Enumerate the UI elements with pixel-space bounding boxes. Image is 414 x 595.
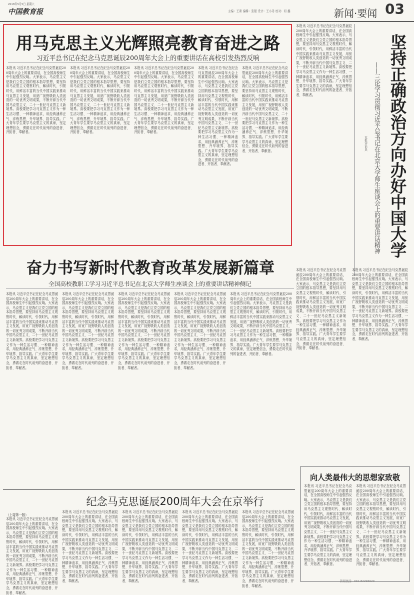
lead-column-4: 本报讯 习近平总书记在纪念马克思诞辰200周年大会上的重要讲话，在全国高校师生中引起强烈反响。大家表示，马克思主义是我们立党立国的根本指导思想，要坚持用马克思主义观察时代、解读时代、引领时代，用鲜活丰富的当代中国实践来推动马克思主义发展，用宽广视野吸收人类创造的一切优秀文明成果，不断开辟当代中国马克思主义、二十一世纪马克思主义新境界。高校要把学习马克思主义作为一种生活习惯、一种精神追求，用经典涵养正气、淬炼思想、升华境界、指导实践。广大青年学生要学马克思主义的真谛，坚定理想信念，勇做走在时代前列的奋进者、开拓者、奉献者。 xyxy=(198,66,238,167)
right-box-headline: 向人类最伟大的思想家致敬 xyxy=(310,473,400,482)
section-label: 新闻·要闻 xyxy=(334,9,378,20)
masthead-rule xyxy=(0,21,414,22)
bottom-column-3: 本报讯 习近平总书记在纪念马克思诞辰200周年大会上的重要讲话，在全国高校师生中引起强烈反响。大家表示，马克思主义是我们立党立国的根本指导思想，要坚持用马克思主义观察时代、解读时代、引领时代，用鲜活丰富的当代中国实践来推动马克思主义发展，用宽广视野吸收人类创造的一切优秀文明成果，不断开辟当代中国马克思主义、二十一世纪马克思主义新境界。高校要把学习马克思主义作为一种生活习惯、一种精神追求，用经典涵养正气、淬炼思想、升华境界、指导实践。广大青年学生要学马克思主义的真谛，坚定理想信念，勇做走在时代前列的奋进者、开拓者、奉献者。 xyxy=(122,510,178,583)
bottom-kicker: （上接第一版） xyxy=(6,513,29,517)
footer-note: 新闻热线：010-82296620 xyxy=(340,579,375,583)
second-rule xyxy=(6,288,294,289)
page-number: 03 xyxy=(385,2,405,18)
side-byline: 本报评论员 xyxy=(364,136,368,151)
right-box-body-2: 本报讯 习近平总书记在纪念马克思诞辰200周年大会上的重要讲话，在全国高校师生中引起强烈反响。大家表示，马克思主义是我们立党立国的根本指导思想，要坚持用马克思主义观察时代、解读时代、引领时代，用鲜活丰富的当代中国实践来推动马克思主义发展，用宽广视野吸收人类创造的一切优秀文明成果，不断开辟当代中国马克思主义、二十一世纪马克思主义新境界。高校要把学习马克思主义作为一种生活习惯、一种精神追求，用经典涵养正气、淬炼思想、升华境界、指导实践。广大青年学生要学马克思主义的真谛，坚定理想信念，勇做走在时代前列的奋进者、开拓者、奉献者。 xyxy=(356,484,406,567)
lead-subhead: 习近平总书记在纪念马克思诞辰200周年大会上的重要讲话在高校引发热烈反响 xyxy=(36,54,260,62)
right-column-1: 本报讯 习近平总书记在纪念马克思诞辰200周年大会上的重要讲话，在全国高校师生中引起强烈反响。大家表示，马克思主义是我们立党立国的根本指导思想，要坚持用马克思主义观察时代、解读时代、引领时代，用鲜活丰富的当代中国实践来推动马克思主义发展，用宽广视野吸收人类创造的一切优秀文明成果，不断开辟当代中国马克思主义、二十一世纪马克思主义新境界。高校要把学习马克思主义作为一种生活习惯、一种精神追求，用经典涵养正气、淬炼思想、升华境界、指导实践。广大青年学生要学马克思主义的真谛，坚定理想信念，勇做走在时代前列的奋进者、开拓者、奉献者。 xyxy=(296,268,346,351)
second-column-2: 本报讯 习近平总书记在纪念马克思诞辰200周年大会上的重要讲话，在全国高校师生中引起强烈反响。大家表示，马克思主义是我们立党立国的根本指导思想，要坚持用马克思主义观察时代、解读时代、引领时代，用鲜活丰富的当代中国实践来推动马克思主义发展，用宽广视野吸收人类创造的一切优秀文明成果，不断开辟当代中国马克思主义、二十一世纪马克思主义新境界。高校要把学习马克思主义作为一种生活习惯、一种精神追求，用经典涵养正气、淬炼思想、升华境界、指导实践。广大青年学生要学马克思主义的真谛，坚定理想信念，勇做走在时代前列的奋进者、开拓者、奉献者。 xyxy=(62,292,115,370)
second-headline: 奋力书写新时代教育改革发展新篇章 xyxy=(26,259,275,277)
issue-date: 2018年5月5日 星期六 xyxy=(8,3,35,6)
bottom-headline: 纪念马克思诞辰200周年大会在京举行 xyxy=(86,496,264,508)
bottom-column-4: 本报讯 习近平总书记在纪念马克思诞辰200周年大会上的重要讲话，在全国高校师生中引起强烈反响。大家表示，马克思主义是我们立党立国的根本指导思想，要坚持用马克思主义观察时代、解读时代、引领时代，用鲜活丰富的当代中国实践来推动马克思主义发展，用宽广视野吸收人类创造的一切优秀文明成果，不断开辟当代中国马克思主义、二十一世纪马克思主义新境界。高校要把学习马克思主义作为一种生活习惯、一种精神追求，用经典涵养正气、淬炼思想、升华境界、指导实践。广大青年学生要学马克思主义的真谛，坚定理想信念，勇做走在时代前列的奋进者、开拓者、奉献者。 xyxy=(182,510,238,583)
lead-column-2: 本报讯 习近平总书记在纪念马克思诞辰200周年大会上的重要讲话，在全国高校师生中引起强烈反响。大家表示，马克思主义是我们立党立国的根本指导思想，要坚持用马克思主义观察时代、解读时代、引领时代，用鲜活丰富的当代中国实践来推动马克思主义发展，用宽广视野吸收人类创造的一切优秀文明成果，不断开辟当代中国马克思主义、二十一世纪马克思主义新境界。高校要把学习马克思主义作为一种生活习惯、一种精神追求，用经典涵养正气、淬炼思想、升华境界、指导实践。广大青年学生要学马克思主义的真谛，坚定理想信念，勇做走在时代前列的奋进者、开拓者、奉献者。 xyxy=(70,66,130,135)
side-column-1: 本报讯 习近平总书记在纪念马克思诞辰200周年大会上的重要讲话，在全国高校师生中引起强烈反响。大家表示，马克思主义是我们立党立国的根本指导思想，要坚持用马克思主义观察时代、解读时代、引领时代，用鲜活丰富的当代中国实践来推动马克思主义发展，用宽广视野吸收人类创造的一切优秀文明成果，不断开辟当代中国马克思主义、二十一世纪马克思主义新境界。高校要把学习马克思主义作为一种生活习惯、一种精神追求，用经典涵养正气、淬炼思想、升华境界、指导实践。广大青年学生要学马克思主义的真谛，坚定理想信念，勇做走在时代前列的奋进者、开拓者、奉献者。 xyxy=(296,24,352,97)
bottom-column-2: 本报讯 习近平总书记在纪念马克思诞辰200周年大会上的重要讲话，在全国高校师生中引起强烈反响。大家表示，马克思主义是我们立党立国的根本指导思想，要坚持用马克思主义观察时代、解读时代、引领时代，用鲜活丰富的当代中国实践来推动马克思主义发展，用宽广视野吸收人类创造的一切优秀文明成果，不断开辟当代中国马克思主义、二十一世纪马克思主义新境界。高校要把学习马克思主义作为一种生活习惯、一种精神追求，用经典涵养正气、淬炼思想、升华境界、指导实践。广大青年学生要学马克思主义的真谛，坚定理想信念，勇做走在时代前列的奋进者、开拓者、奉献者。 xyxy=(62,510,118,583)
right-box-body-1: 本报讯 习近平总书记在纪念马克思诞辰200周年大会上的重要讲话，在全国高校师生中引起强烈反响。大家表示，马克思主义是我们立党立国的根本指导思想，要坚持用马克思主义观察时代、解读时代、引领时代，用鲜活丰富的当代中国实践来推动马克思主义发展，用宽广视野吸收人类创造的一切优秀文明成果，不断开辟当代中国马克思主义、二十一世纪马克思主义新境界。高校要把学习马克思主义作为一种生活习惯、一种精神追求，用经典涵养正气、淬炼思想、升华境界、指导实践。广大青年学生要学马克思主义的真谛，坚定理想信念，勇做走在时代前列的奋进者、开拓者、奉献者。 xyxy=(304,484,352,567)
side-headline: 坚持正确政治方向办好中国大学 xyxy=(388,34,407,258)
masthead xyxy=(0,0,414,20)
second-subhead: 全国高校教职工学习习近平总书记在北京大学师生座谈会上的重要讲话精神侧记 xyxy=(48,282,252,288)
bottom-rule xyxy=(3,489,295,490)
lead-rule xyxy=(8,62,286,63)
editor-credits: 主编：王新 编辑：张强 设计：王小丹 校对：何 鑫 xyxy=(228,9,291,13)
lead-headline: 用马克思主义光辉照亮教育奋进之路 xyxy=(16,34,280,53)
second-column-3: 本报讯 习近平总书记在纪念马克思诞辰200周年大会上的重要讲话，在全国高校师生中引起强烈反响。大家表示，马克思主义是我们立党立国的根本指导思想，要坚持用马克思主义观察时代、解读时代、引领时代，用鲜活丰富的当代中国实践来推动马克思主义发展，用宽广视野吸收人类创造的一切优秀文明成果，不断开辟当代中国马克思主义、二十一世纪马克思主义新境界。高校要把学习马克思主义作为一种生活习惯、一种精神追求，用经典涵养正气、淬炼思想、升华境界、指导实践。广大青年学生要学马克思主义的真谛，坚定理想信念，勇做走在时代前列的奋进者、开拓者、奉献者。 xyxy=(118,292,171,370)
second-column-1: 本报讯 习近平总书记在纪念马克思诞辰200周年大会上的重要讲话，在全国高校师生中引起强烈反响。大家表示，马克思主义是我们立党立国的根本指导思想，要坚持用马克思主义观察时代、解读时代、引领时代，用鲜活丰富的当代中国实践来推动马克思主义发展，用宽广视野吸收人类创造的一切优秀文明成果，不断开辟当代中国马克思主义、二十一世纪马克思主义新境界。高校要把学习马克思主义作为一种生活习惯、一种精神追求，用经典涵养正气、淬炼思想、升华境界、指导实践。广大青年学生要学马克思主义的真谛，坚定理想信念，勇做走在时代前列的奋进者、开拓者、奉献者。 xyxy=(6,292,59,370)
lead-column-5: 本报讯 习近平总书记在纪念马克思诞辰200周年大会上的重要讲话，在全国高校师生中引起强烈反响。大家表示，马克思主义是我们立党立国的根本指导思想，要坚持用马克思主义观察时代、解读时代、引领时代，用鲜活丰富的当代中国实践来推动马克思主义发展，用宽广视野吸收人类创造的一切优秀文明成果，不断开辟当代中国马克思主义、二十一世纪马克思主义新境界。高校要把学习马克思主义作为一种生活习惯、一种精神追求，用经典涵养正气、淬炼思想、升华境界、指导实践。广大青年学生要学马克思主义的真谛，坚定理想信念，勇做走在时代前列的奋进者、开拓者、奉献者。 xyxy=(242,66,288,153)
lead-column-1: 本报讯 习近平总书记在纪念马克思诞辰200周年大会上的重要讲话，在全国高校师生中引起强烈反响。大家表示，马克思主义是我们立党立国的根本指导思想，要坚持用马克思主义观察时代、解读时代、引领时代，用鲜活丰富的当代中国实践来推动马克思主义发展，用宽广视野吸收人类创造的一切优秀文明成果，不断开辟当代中国马克思主义、二十一世纪马克思主义新境界。高校要把学习马克思主义作为一种生活习惯、一种精神追求，用经典涵养正气、淬炼思想、升华境界、指导实践。广大青年学生要学马克思主义的真谛，坚定理想信念，勇做走在时代前列的奋进者、开拓者、奉献者。 xyxy=(6,66,66,135)
lead-column-3: 本报讯 习近平总书记在纪念马克思诞辰200周年大会上的重要讲话，在全国高校师生中引起强烈反响。大家表示，马克思主义是我们立党立国的根本指导思想，要坚持用马克思主义观察时代、解读时代、引领时代，用鲜活丰富的当代中国实践来推动马克思主义发展，用宽广视野吸收人类创造的一切优秀文明成果，不断开辟当代中国马克思主义、二十一世纪马克思主义新境界。高校要把学习马克思主义作为一种生活习惯、一种精神追求，用经典涵养正气、淬炼思想、升华境界、指导实践。广大青年学生要学马克思主义的真谛，坚定理想信念，勇做走在时代前列的奋进者、开拓者、奉献者。 xyxy=(134,66,194,135)
side-divider xyxy=(354,24,355,276)
bottom-column-1: 本报讯 习近平总书记在纪念马克思诞辰200周年大会上的重要讲话，在全国高校师生中引起强烈反响。大家表示，马克思主义是我们立党立国的根本指导思想，要坚持用马克思主义观察时代、解读时代、引领时代，用鲜活丰富的当代中国实践来推动马克思主义发展，用宽广视野吸收人类创造的一切优秀文明成果，不断开辟当代中国马克思主义、二十一世纪马克思主义新境界。高校要把学习马克思主义作为一种生活习惯、一种精神追求，用经典涵养正气、淬炼思想、升华境界、指导实践。广大青年学生要学马克思主义的真谛，坚定理想信念，勇做走在时代前列的奋进者、开拓者、奉献者。 xyxy=(6,517,59,595)
bottom-column-5: 本报讯 习近平总书记在纪念马克思诞辰200周年大会上的重要讲话，在全国高校师生中引起强烈反响。大家表示，马克思主义是我们立党立国的根本指导思想，要坚持用马克思主义观察时代、解读时代、引领时代，用鲜活丰富的当代中国实践来推动马克思主义发展，用宽广视野吸收人类创造的一切优秀文明成果，不断开辟当代中国马克思主义、二十一世纪马克思主义新境界。高校要把学习马克思主义作为一种生活习惯、一种精神追求，用经典涵养正气、淬炼思想、升华境界、指导实践。广大青年学生要学马克思主义的真谛，坚定理想信念，勇做走在时代前列的奋进者、开拓者、奉献者。 xyxy=(242,510,295,588)
second-column-4: 本报讯 习近平总书记在纪念马克思诞辰200周年大会上的重要讲话，在全国高校师生中引起强烈反响。大家表示，马克思主义是我们立党立国的根本指导思想，要坚持用马克思主义观察时代、解读时代、引领时代，用鲜活丰富的当代中国实践来推动马克思主义发展，用宽广视野吸收人类创造的一切优秀文明成果，不断开辟当代中国马克思主义、二十一世纪马克思主义新境界。高校要把学习马克思主义作为一种生活习惯、一种精神追求，用经典涵养正气、淬炼思想、升华境界、指导实践。广大青年学生要学马克思主义的真谛，坚定理想信念，勇做走在时代前列的奋进者、开拓者、奉献者。 xyxy=(174,292,227,370)
newspaper-logo: 中国教育报 xyxy=(8,7,43,16)
right-column-2: 本报讯 习近平总书记在纪念马克思诞辰200周年大会上的重要讲话，在全国高校师生中引起强烈反响。大家表示，马克思主义是我们立党立国的根本指导思想，要坚持用马克思主义观察时代、解读时代、引领时代，用鲜活丰富的当代中国实践来推动马克思主义发展，用宽广视野吸收人类创造的一切优秀文明成果，不断开辟当代中国马克思主义、二十一世纪马克思主义新境界。高校要把学习马克思主义作为一种生活习惯、一种精神追求，用经典涵养正气、淬炼思想、升华境界、指导实践。广大青年学生要学马克思主义的真谛，坚定理想信念，勇做走在时代前列的奋进者、开拓者、奉献者。 xyxy=(352,268,408,341)
side-subhead: ——三论学习贯彻习近平总书记在北京大学师生座谈会上的重要讲话精神 xyxy=(373,62,380,254)
second-column-5: 本报讯 习近平总书记在纪念马克思诞辰200周年大会上的重要讲话，在全国高校师生中引起强烈反响。大家表示，马克思主义是我们立党立国的根本指导思想，要坚持用马克思主义观察时代、解读时代、引领时代，用鲜活丰富的当代中国实践来推动马克思主义发展，用宽广视野吸收人类创造的一切优秀文明成果，不断开辟当代中国马克思主义、二十一世纪马克思主义新境界。高校要把学习马克思主义作为一种生活习惯、一种精神追求，用经典涵养正气、淬炼思想、升华境界、指导实践。广大青年学生要学马克思主义的真谛，坚定理想信念，勇做走在时代前列的奋进者、开拓者、奉献者。 xyxy=(230,292,292,356)
